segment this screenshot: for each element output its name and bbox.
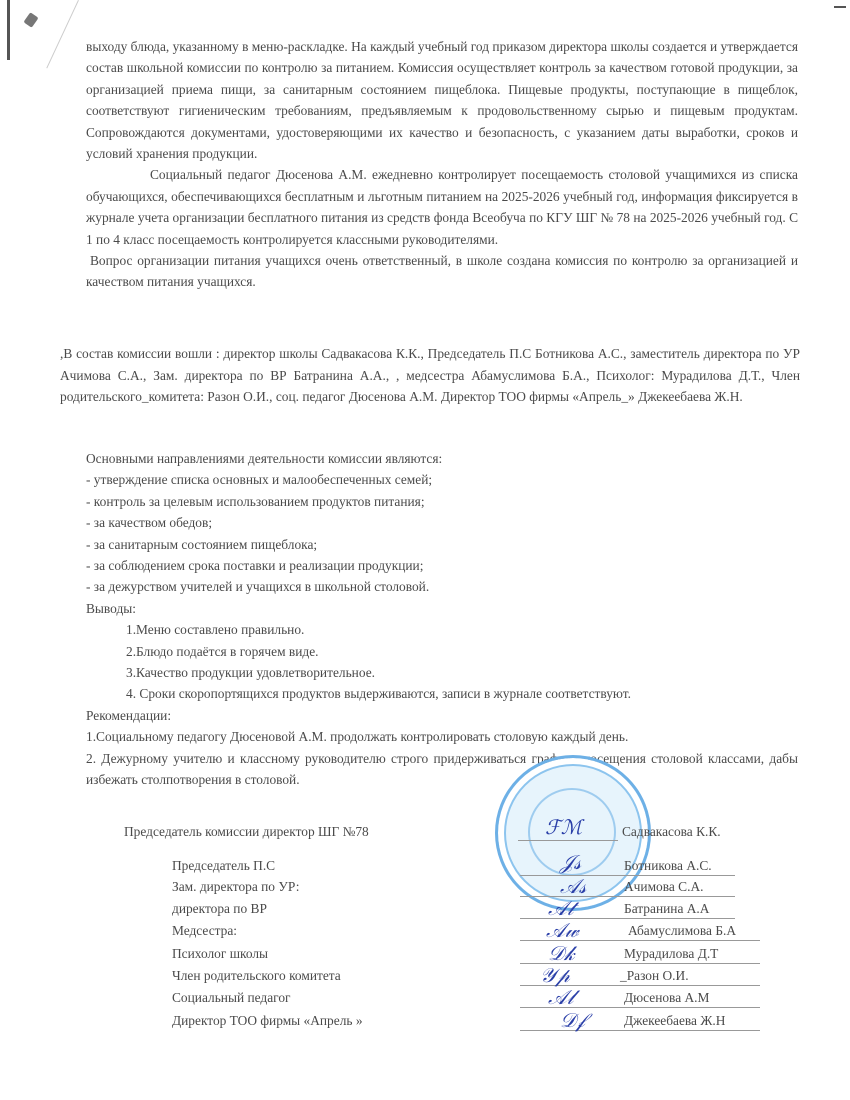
direction-item: - за соблюдением срока поставки и реализации продукции; — [86, 558, 424, 574]
paragraph-commission-members: ,В состав комиссии вошли : директор школы Садвакасова К.К., Председатель П.С Ботникова А.С., заместитель директора по УР Ачимова С.А., Зам. директора по ВР Батранина А.А., , медсестра Абамуслимова Б.А., Психолог: Мурадилова Д.Т., Член родительского_комитета: Разон О.И., соц. педагог Дюсенова А.М. Директор ТОО фирмы «Апрель_» Джекеебаева Ж.Н. — [60, 346, 800, 405]
recommendation-item: 2. Дежурному учителю и классному руководителю строго придерживаться графика посещения столовой классами, дабы избежать столпотворения в столовой. — [86, 750, 798, 788]
signature-name-chair: Садвакасова К.К. — [622, 824, 721, 839]
conclusion-item: 3.Качество продукции удовлетворительное. — [126, 665, 375, 681]
signature-role: Медсестра: — [172, 923, 238, 938]
directions-section — [86, 448, 798, 791]
signature-role: Психолог школы — [172, 946, 269, 961]
signature-role: Член родительского комитета — [172, 968, 341, 983]
signature-mark: 𝒟𝒻 — [560, 1008, 585, 1032]
signature-mark: 𝒜𝓌 — [546, 918, 579, 942]
scan-edge-mark — [7, 0, 10, 60]
signature-name: _Разон О.И. — [620, 968, 689, 983]
signature-role: Директор ТОО фирмы «Апрель » — [172, 1013, 363, 1028]
signature-name: Абамуслимова Б.А — [628, 923, 737, 938]
scan-artifact-dash — [834, 6, 846, 8]
signature-mark: 𝒜𝓈 — [560, 874, 587, 898]
signature-role-chair: Председатель комиссии директор ШГ №78 — [124, 824, 369, 839]
signature-name: Дюсенова А.М — [624, 990, 710, 1005]
conclusion-item: 1.Меню составлено правильно. — [126, 622, 305, 638]
recommendation-item: 1.Социальному педагогу Дюсеновой А.М. продолжать контролировать столовую каждый день. — [86, 729, 629, 745]
directions-heading: Основными направлениями деятельности комиссии являются: — [86, 451, 443, 466]
scan-fold-line — [46, 0, 79, 68]
signature-line — [520, 1030, 760, 1031]
signature-name: Мурадилова Д.Т — [624, 946, 719, 961]
conclusion-item: 4. Сроки скоропортящихся продуктов выдерживаются, записи в журнале соответствуют. — [126, 686, 631, 702]
signature-mark: 𝒥𝓈 — [560, 850, 582, 874]
recommendations-heading: Рекомендации: — [86, 707, 172, 723]
conclusion-item: 2.Блюдо подаётся в горячем виде. — [126, 643, 319, 659]
signature-mark: 𝒟𝓀 — [548, 941, 575, 965]
signature-role: Социальный педагог — [172, 990, 291, 1005]
signature-name: Джекеебаева Ж.Н — [624, 1013, 726, 1028]
signature-mark: 𝒜𝓉 — [548, 896, 574, 920]
signature-name: Батранина А.А — [624, 901, 710, 916]
document-body — [86, 36, 798, 293]
direction-item: - за дежурством учителей и учащихся в школьной столовой. — [86, 579, 430, 595]
direction-item: - утверждение списка основных и малообеспеченных семей; — [86, 472, 433, 488]
paragraph-commission-created: Вопрос организации питания учащихся очень ответственный, в школе создана комиссия по контролю за организацией и качеством питания учащихся. — [86, 253, 798, 290]
paragraph-social-pedagogue: Социальный педагог Дюсенова А.М. ежедневно контролирует посещаемость столовой учащимихся из списка обучающихся, обеспечивающихся бесплатным и льготным питанием на 2025-2026 учебный год, информация фиксируется в журнале учета организации бесплатного питания из средств фонда Всеобуча по КГУ ШГ № 78 на 2025-2026 учебный год. С 1 по 4 класс посещаемость контролируется классными руководителями. — [86, 167, 798, 247]
signature-mark: ℱℳ — [545, 815, 583, 839]
direction-item: - контроль за целевым использованием продуктов питания; — [86, 493, 425, 509]
signature-role: директора по ВР — [172, 901, 267, 916]
paragraph-food-commission: выходу блюда, указанному в меню-раскладке. На каждый учебный год приказом директора школы создается и утверждается состав школьной комиссии по контролю за питанием. Комиссия осуществляет контроль за качеством готовой продукции, за организацией приема пищи, за санитарным состоянием пищеблока. Пищевые продукты, поступающие в пищеблок, соответствуют гигиеническим требованиям, предъявляемым к продовольственному сырью и пищевым продуктам. Сопровождаются документами, удостоверяющими их качество и безопасность, с указанием даты выработки, сроков и условий хранения продукции. — [86, 39, 798, 162]
signature-mark: 𝒴𝓅 — [540, 963, 570, 987]
signature-mark: 𝒜𝓁 — [548, 985, 574, 1009]
signature-role: Председатель П.С — [172, 858, 276, 873]
direction-item: - за санитарным состоянием пищеблока; — [86, 536, 318, 552]
signature-name: Ботникова А.С. — [624, 858, 712, 873]
conclusions-heading: Выводы: — [86, 600, 136, 616]
signature-name: Ачимова С.А. — [624, 879, 704, 894]
scan-artifact — [23, 12, 38, 28]
signature-line — [520, 875, 735, 876]
direction-item: - за качеством обедов; — [86, 515, 213, 531]
signature-role: Зам. директора по УР: — [172, 879, 300, 894]
signature-line — [518, 840, 618, 841]
